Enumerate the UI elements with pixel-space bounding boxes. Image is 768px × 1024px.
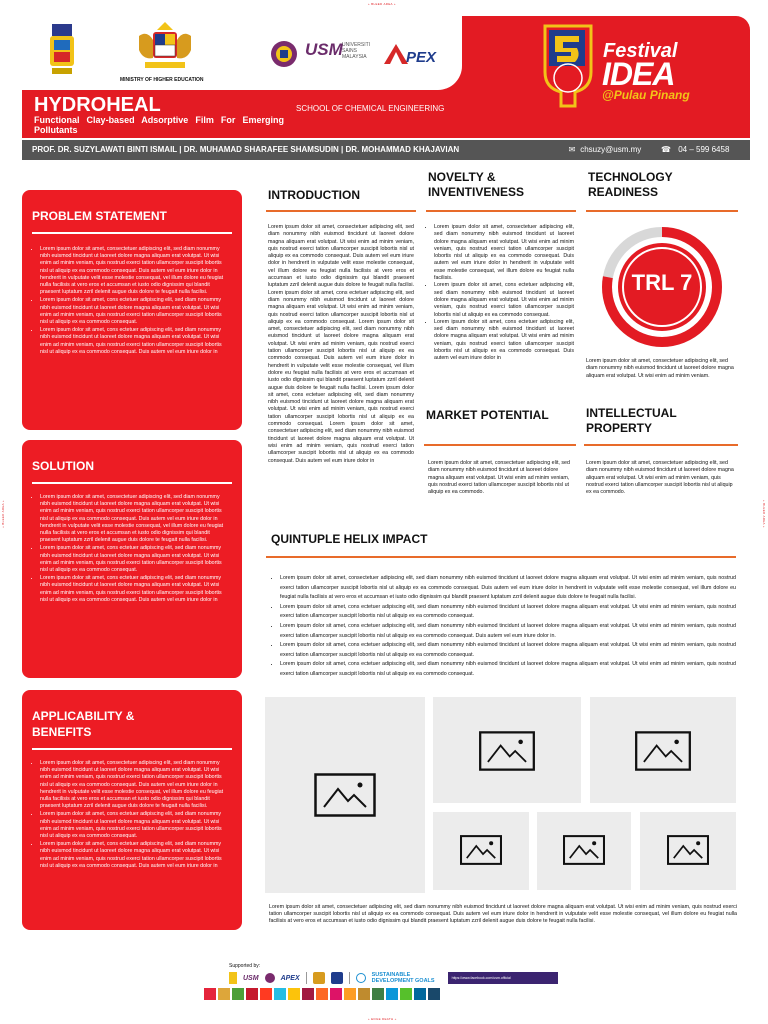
coat-of-arms-small-logo <box>313 972 325 984</box>
sdg-goal-15-icon <box>400 988 412 1000</box>
quintuple-body <box>274 574 736 680</box>
section-divider <box>424 444 576 446</box>
apex-small-logo: APEX <box>280 974 300 982</box>
ministry-label: MINISTRY OF HIGHER EDUCATION <box>120 77 204 83</box>
gallery-caption: Lorem ipsum dolor sit amet, consectetuer adipiscing elit, sed diam nonummy nibh euismod tincidunt ut laoreet dolore magna aliquam erat volutpat. Ut wisi enim ad minim veniam, quis nostrud exerci tation ullamcorper suscipit lobortis nisl ut aliquip ex ea commodo consequat. Duis autem vel eum iriure dolor in hendrerit in vulputate velit esse molestie consequat, vel illum dolore eu feugiat nulla facilisis at vero eros et accumsan et iusto odio dignissim qui blandit praesent luptatum zzril delenit augue duis dolore te feugait nulla facilisi. <box>269 904 737 924</box>
section-divider <box>426 210 576 212</box>
list-item: • Lorem ipsum dolor sit amet, cons ectetuer adipiscing elit, sed diam nonummy nibh euismod tincidunt ut laoreet dolore magna aliquam erat volutpat. Ut wisi enim ad minim veniam, quis nostrud exerci tation ullamcorper suscipit lobortis nisl ut aliquip ex ea commodo consequat. <box>280 641 736 660</box>
list-item: • Lorem ipsum dolor sit amet, cons ectetuer adipiscing elit, sed diam nonummy nibh euismod tincidunt ut laoreet dolore magna aliquam erat volutpat. Ut wisi enim ad minim veniam, quis nostrud exerci tation ullamcorper suscipit lobortis nisl ut aliquip ex ea commodo consequat. Duis autem vel eum iriure dolor in. <box>280 622 736 641</box>
market-potential-heading: MARKET POTENTIAL <box>426 408 549 422</box>
school-name: SCHOOL OF CHEMICAL ENGINEERING <box>296 104 445 113</box>
image-placeholder-icon <box>667 835 709 865</box>
usm-name-text: UNIVERSITI SAINS MALAYSIA <box>342 42 371 60</box>
applicability-list <box>22 760 242 870</box>
applicability-heading: APPLICABILITY & BENEFITS <box>32 709 135 739</box>
sdg-goal-1-icon <box>204 988 216 1000</box>
researchers-bar: PROF. DR. SUZYLAWATI BINTI ISMAIL | DR. MUHAMAD SHARAFEE SHAMSUDIN | DR. MOHAMMAD KHAJAVIAN <box>22 140 750 160</box>
image-placeholder-icon <box>563 835 605 865</box>
penang-crest-logo <box>48 22 76 80</box>
image-placeholder-icon <box>634 731 692 771</box>
project-title: HYDROHEAL <box>34 94 161 116</box>
supported-by-label: Supported by: <box>229 963 261 969</box>
list-item: • Lorem ipsum dolor sit amet, cons ectetuer adipiscing elit, sed diam nonummy nibh euismod tincidunt ut laoreet dolore magna aliquam erat volutpat. Ut wisi enim ad minim veniam, quis nostrud exerci tation ullamcorper suscipit lobortis nisl ut aliquip ex ea commodo consequat. Duis autem vel eum iriure dolor in <box>40 575 230 604</box>
solution-list <box>22 494 242 604</box>
quintuple-helix-heading: QUINTUPLE HELIX IMPACT <box>271 532 428 546</box>
bleed-left-label: + BLEED AREA + <box>1 500 5 528</box>
sdg-goal-9-icon <box>316 988 328 1000</box>
divider <box>306 972 307 984</box>
trl-label: TRL 7 <box>631 270 693 295</box>
list-item: • Lorem ipsum dolor sit amet, consectetuer adipiscing elit, sed diam nonummy nibh euismod tincidunt ut laoreet dolore magna aliquam erat volutpat. Ut wisi enim ad minim veniam, quis nostrud exerci tation ullamcorper suscipit lobortis nisl ut aliquip ex ea commodo consequat. Duis autem vel eum iriure dolor in hendrerit in vulputate velit esse molestie consequat, vel illum dolore eu feugiat nulla facilisis at vero eros et accumsan et iusto odio dignissim qui blandit praesent luptatum zzril delenit augue duis dolore te feugait nulla facilisi. <box>40 494 230 544</box>
image-placeholder <box>537 812 631 890</box>
image-placeholder <box>590 697 736 803</box>
introduction-heading: INTRODUCTION <box>268 188 360 202</box>
usm-crest-logo <box>270 40 298 68</box>
email-text: chsuzy@usm.my <box>580 145 642 154</box>
phone-contact <box>660 140 729 160</box>
image-placeholder <box>433 697 581 803</box>
image-placeholder-icon <box>314 773 376 817</box>
phone-icon: ☎ <box>661 145 671 154</box>
solution-heading: SOLUTION <box>32 459 94 473</box>
bleed-right-label: + BLEED AREA + <box>762 500 766 528</box>
sdg-goal-17-icon <box>428 988 440 1000</box>
project-subtitle: Functional Clay-based Adsorptive Film For Emerging Pollutants <box>34 115 284 135</box>
sdg-goal-12-icon <box>358 988 370 1000</box>
usm-small-logo: USM <box>243 974 259 982</box>
list-item: • Lorem ipsum dolor sit amet, cons ectetuer adipiscing elit, sed diam nonummy nibh euismod tincidunt ut laoreet dolore magna aliquam erat volutpat. Ut wisi enim ad minim veniam, quis nostrud exerci tation ullamcorper suscipit lobortis nisl ut aliquip ex ea commodo consequat. <box>434 282 574 318</box>
technology-text: Lorem ipsum dolor sit amet, consectetuer adipiscing elit, sed diam nonummy nibh euismod tincidunt ut laoreet dolore magna aliquam erat volutpat. Ut wisi enim ad minim veniam. <box>586 358 734 379</box>
problem-list <box>22 246 242 356</box>
problem-statement-heading: PROBLEM STATEMENT <box>32 209 167 223</box>
kpt-bulb-logo <box>535 22 601 110</box>
list-item: • Lorem ipsum dolor sit amet, consectetuer adipiscing elit, sed diam nonummy nibh euismod tincidunt ut laoreet dolore magna aliquam erat volutpat. Ut wisi enim ad minim veniam, quis nostrud exerci tation ullamcorper suscipit lobortis nisl ut aliquip ex ea commodo consequat. Duis autem vel eum iriure dolor in hendrerit in vulputate velit esse molestie consequat, vel illum dolore eu feugiat nulla facilisis at vero eros et accumsan et iusto odio dignissim qui blandit praesent luptatum zzril delenit augue duis dolore te feugait nulla facilisi. <box>40 246 230 296</box>
section-divider <box>266 210 416 212</box>
idea-text: IDEA <box>602 56 675 92</box>
sponsor-logos <box>229 972 558 984</box>
bleed-top-label: + BLEED AREA + <box>368 2 396 6</box>
sdg-goal-6-icon <box>274 988 286 1000</box>
list-item: • Lorem ipsum dolor sit amet, cons ectetuer adipiscing elit, sed diam nonummy nibh euismod tincidunt ut laoreet dolore magna aliquam erat volutpat. Ut wisi enim ad minim veniam, quis nostrud exerci tation ullamcorper suscipit lobortis nisl ut aliquip ex ea commodo consequat. <box>280 603 736 622</box>
section-divider <box>584 444 738 446</box>
applicability-card <box>22 690 242 930</box>
sdg-title: SUSTAINABLE DEVELOPMENT GOALS <box>371 972 435 984</box>
list-item: • Lorem ipsum dolor sit amet, cons ectetuer adipiscing elit, sed diam nonummy nibh euismod tincidunt ut laoreet dolore magna aliquam erat volutpat. Ut wisi enim ad minim veniam, quis nostrud exerci tation ullamcorper suscipit lobortis nisl ut aliquip ex ea commodo consequat. Duis autem vel eum iriure dolor in <box>40 841 230 870</box>
novelty-list <box>428 224 574 363</box>
un-emblem-icon <box>356 973 366 983</box>
quintuple-list <box>274 574 736 680</box>
image-placeholder-large <box>265 697 425 893</box>
location-text: @Pulau Pinang <box>602 88 690 102</box>
svg-text:PEX: PEX <box>406 49 437 66</box>
image-placeholder-icon <box>460 835 502 865</box>
divider <box>349 972 350 984</box>
list-item: • Lorem ipsum dolor sit amet, consectetuer adipiscing elit, sed diam nonummy nibh euismod tincidunt ut laoreet dolore magna aliquam erat volutpat. Ut wisi enim ad minim veniam, quis nostrud exerci tation ullamcorper suscipit lobortis nisl ut aliquip ex ea commodo consequat. Duis autem vel eum iriure dolor in hendrerit in vulputate velit esse molestie consequat, vel illum dolore eu feugiat nulla facilisis. <box>434 224 574 282</box>
heading-divider <box>32 748 232 750</box>
image-placeholder-icon <box>478 731 536 771</box>
list-item: • Lorem ipsum dolor sit amet, consectetuer adipiscing elit, sed diam nonummy nibh euismod tincidunt ut laoreet dolore magna aliquam erat volutpat. Ut wisi enim ad minim veniam, quis nostrud exerci tation ullamcorper suscipit lobortis nisl ut aliquip ex ea commodo consequat. Duis autem vel eum iriure dolor in hendrerit in vulputate velit esse molestie consequat, vel illum dolore eu feugiat nulla facilisis at vero eros et accumsan et iusto odio dignissim qui blandit praesent luptatum zzril delenit augue duis dolore te feugait nulla facilisi. <box>280 574 736 603</box>
phone-text: 04 – 599 6458 <box>678 145 730 154</box>
list-item: • Lorem ipsum dolor sit amet, cons ectetuer adipiscing elit, sed diam nonummy nibh euismod tincidunt ut laoreet dolore magna aliquam erat volutpat. Ut wisi enim ad minim veniam, quis nostrud exerci tation ullamcorper suscipit lobortis nisl ut aliquip ex ea commodo consequat. <box>40 545 230 574</box>
kpt-small-logo <box>331 972 343 984</box>
introduction-text: Lorem ipsum dolor sit amet, consectetuer adipiscing elit, sed diam nonummy nibh euismod tincidunt ut laoreet dolore magna aliquam erat volutpat. Ut wisi enim ad minim veniam, quis nostrud exerci tation ullamcorper suscipit lobortis nisl ut aliquip ex ea commodo consequat. Duis autem vel eum iriure dolor in hendrerit in vulputate velit esse molestie consequat, vel illum dolore eu feugiat nulla facilisis at vero eros et accumsan et iusto odio dignissim qui blandit praesent luptatum zzril delenit augue duis dolore te feugait nulla facilisi. Lorem ipsum dolor sit amet, cons ectetuer adipiscing elit, sed diam nonummy nibh euismod tincidunt ut laoreet dolore magna aliquam erat volutpat. Ut wisi enim ad minim veniam, quis nostrud exerci tation ullamcorper suscipit lobortis nisl ut aliquip ex ea commodo consequat. Lorem ipsum dolor sit amet, consectetuer adipiscing elit, sed diam nonummy nibh euismod tincidunt ut laoreet dolore magna aliquam erat volutpat. Ut wisi enim ad minim veniam, quis nostrud exerci tation ullamcorper suscipit lobortis nisl ut aliquip ex ea commodo consequat. Duis autem vel eum iriure dolor in hendrerit in vulputate velit esse molestie consequat, vel illum dolore eu feugiat nulla facilisis at vero eros et accumsan et iusto odio dignissim qui blandit praesent luptatum zzril delenit augue duis dolore te feugait nulla facilisi. Lorem ipsum dolor sit amet, cons ectetuer adipiscing elit, sed diam nonummy nibh euismod tincidunt ut laoreet dolore magna aliquam erat volutpat. Ut wisi enim ad minim veniam, quis nostrud exerci tation ullamcorper suscipit lobortis nisl ut aliquip ex ea commodo consequat. Lorem ipsum dolor sit amet, consectetuer adipiscing elit, sed diam nonummy nibh euismod tincidunt ut laoreet dolore magna aliquam erat volutpat. Ut wisi enim ad minim veniam, quis nostrud exerci tation ullamcorper suscipit lobortis nisl ut aliquip ex ea commodo consequat. Duis autem vel eum iriure dolor in <box>268 224 414 464</box>
list-item: • Lorem ipsum dolor sit amet, cons ectetuer adipiscing elit, sed diam nonummy nibh euismod tincidunt ut laoreet dolore magna aliquam erat volutpat. Ut wisi enim ad minim veniam, quis nostrud exerci tation ullamcorper suscipit lobortis nisl ut aliquip ex ea commodo consequat. Duis autem vel eum iriure dolor in <box>434 319 574 363</box>
problem-statement-card <box>22 190 242 430</box>
apex-logo <box>382 40 452 66</box>
image-placeholder <box>640 812 736 890</box>
image-placeholder <box>433 812 529 890</box>
sdg-goal-4-icon <box>246 988 258 1000</box>
sdg-goal-2-icon <box>218 988 230 1000</box>
sdg-goal-13-icon <box>372 988 384 1000</box>
section-divider <box>266 556 736 558</box>
list-item: • Lorem ipsum dolor sit amet, cons ectetuer adipiscing elit, sed diam nonummy nibh euismod tincidunt ut laoreet dolore magna aliquam erat volutpat. Ut wisi enim ad minim veniam, quis nostrud exerci tation ullamcorper suscipit lobortis nisl ut aliquip ex ea commodo consequat. <box>40 811 230 840</box>
list-item: • Lorem ipsum dolor sit amet, cons ectetuer adipiscing elit, sed diam nonummy nibh euismod tincidunt ut laoreet dolore magna aliquam erat volutpat. Ut wisi enim ad minim veniam, quis nostrud exerci tation ullamcorper suscipit lobortis nisl ut aliquip ex ea commodo consequat. <box>40 297 230 326</box>
sdg-goal-16-icon <box>414 988 426 1000</box>
novelty-body <box>428 224 574 363</box>
bleed-bottom-label: + EDGE DEATH + <box>368 1017 397 1021</box>
usm-logo-text: USM <box>305 40 343 59</box>
sdg-icon-row <box>204 988 440 1000</box>
heading-divider <box>32 232 232 234</box>
list-item: • Lorem ipsum dolor sit amet, cons ectetuer adipiscing elit, sed diam nonummy nibh euismod tincidunt ut laoreet dolore magna aliquam erat volutpat. Ut wisi enim ad minim veniam, quis nostrud exerci tation ullamcorper suscipit lobortis nisl ut aliquip ex ea commodo consequat. <box>280 660 736 679</box>
festival-text: Festival <box>603 40 678 62</box>
facebook-link[interactable]: https://www.facebook.com/usm.official <box>448 972 558 984</box>
technology-readiness-heading: TECHNOLOGY READINESS <box>588 170 673 199</box>
email-contact[interactable] <box>566 140 641 160</box>
intellectual-property-heading: INTELLECTUAL PROPERTY <box>586 406 677 435</box>
penang-crest-small-logo <box>229 972 237 984</box>
mail-icon: ✉ <box>568 145 576 154</box>
novelty-heading: NOVELTY & INVENTIVENESS <box>428 170 525 199</box>
sdg-goal-14-icon <box>386 988 398 1000</box>
section-divider <box>586 210 738 212</box>
sdg-goal-3-icon <box>232 988 244 1000</box>
list-item: • Lorem ipsum dolor sit amet, consectetuer adipiscing elit, sed diam nonummy nibh euismod tincidunt ut laoreet dolore magna aliquam erat volutpat. Ut wisi enim ad minim veniam, quis nostrud exerci tation ullamcorper suscipit lobortis nisl ut aliquip ex ea commodo consequat. Duis autem vel eum iriure dolor in hendrerit in vulputate velit esse molestie consequat, vel illum dolore eu feugiat nulla facilisis at vero eros et accumsan et iusto odio dignissim qui blandit praesent luptatum zzril delenit augue duis dolore te feugait nulla facilisi. <box>40 760 230 810</box>
usm-crest-small-logo <box>265 973 275 983</box>
sdg-goal-5-icon <box>260 988 272 1000</box>
sdg-goal-8-icon <box>302 988 314 1000</box>
sdg-goal-10-icon <box>330 988 342 1000</box>
malaysia-coat-of-arms-logo <box>133 20 197 76</box>
sdg-goal-11-icon <box>344 988 356 1000</box>
heading-divider <box>32 482 232 484</box>
market-text: Lorem ipsum dolor sit amet, consectetuer adipiscing elit, sed diam nonummy nibh euismod tincidunt ut laoreet dolore magna aliquam erat volutpat. Ut wisi enim ad minim veniam, quis nostrud exerci tation ullamcorper suscipit lobortis nisl ut aliquip ex ea commodo. <box>428 460 570 496</box>
sdg-goal-7-icon <box>288 988 300 1000</box>
list-item: • Lorem ipsum dolor sit amet, cons ectetuer adipiscing elit, sed diam nonummy nibh euismod tincidunt ut laoreet dolore magna aliquam erat volutpat. Ut wisi enim ad minim veniam, quis nostrud exerci tation ullamcorper suscipit lobortis nisl ut aliquip ex ea commodo consequat. Duis autem vel eum iriure dolor in <box>40 327 230 356</box>
ip-text: Lorem ipsum dolor sit amet, consectetuer adipiscing elit, sed diam nonummy nibh euismod tincidunt ut laoreet dolore magna aliquam erat volutpat. Ut wisi enim ad minim veniam, quis nostrud exerci tation ullamcorper suscipit lobortis nisl ut aliquip ex ea commodo. <box>586 460 734 496</box>
solution-card <box>22 440 242 678</box>
